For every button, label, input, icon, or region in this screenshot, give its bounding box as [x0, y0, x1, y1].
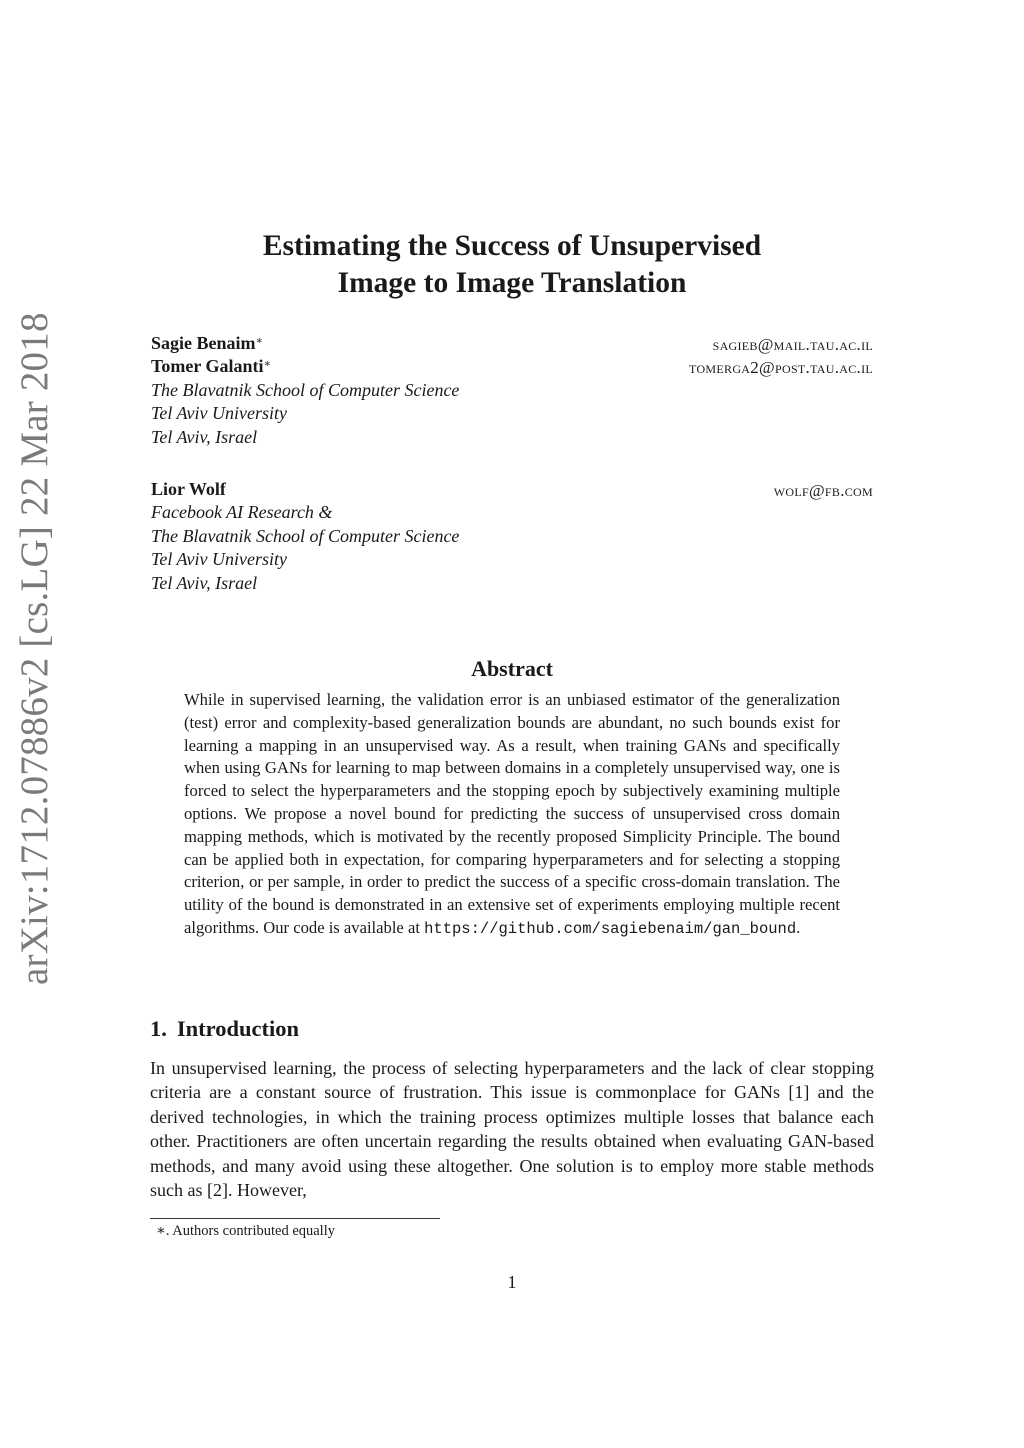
abstract-text: While in supervised learning, the validation error is an unbiased estimator of the generalization (test) error and complexity-based generalization bounds are abundant, no such bounds exist for learning a mapping in an unsupervised way. As a result, when training GANs and specifically when using GANs for learning to map between domains in a completely unsupervised way, one is forced to select the hyperparameters and the stopping epoch by subjectively examining multiple options. We propose a novel bound for predicting the success of unsupervised cross domain mapping methods, which is motivated by the recently proposed Simplicity Principle. The bound can be applied both in expectation, for comparing hyperparameters and for selecting a stopping criterion, or per sample, in order to predict the success of a specific cross-domain translation. The utility of the bound is demonstrated in an extensive set of experiments employing multiple recent algorithms. Our code is available at — [184, 690, 840, 937]
affiliation-line: The Blavatnik School of Computer Science — [151, 525, 460, 546]
footnote: ∗. Authors contributed equally — [156, 1223, 335, 1239]
footnote-rule — [150, 1218, 440, 1219]
author-row-galanti — [151, 355, 873, 378]
section-heading-introduction — [150, 1016, 299, 1042]
author-group-2 — [151, 478, 873, 595]
section-number: 1. — [150, 1016, 167, 1041]
paper-title — [0, 228, 1024, 302]
author-group-1 — [151, 332, 873, 449]
title-line-2: Image to Image Translation — [337, 267, 687, 299]
equal-contribution-mark: ∗ — [255, 335, 263, 347]
code-url-link[interactable]: https://github.com/sagiebenaim/gan_bound — [424, 919, 797, 938]
abstract-body — [184, 689, 840, 941]
title-line-1: Estimating the Success of Unsupervised — [262, 230, 762, 262]
affiliation-line: Tel Aviv, Israel — [151, 426, 258, 447]
affiliation-line: The Blavatnik School of Computer Science — [151, 379, 460, 400]
author-row-benaim — [151, 332, 873, 355]
introduction-paragraph: In unsupervised learning, the process of selecting hyperparameters and the lack of clear stopping criteria are a constant source of frustration. This issue is commonplace for GANs [1] and the derived technologies, in which the training process optimizes multiple losses that balance each other. Practitioners are often uncertain regarding the results obtained when evaluating GAN-based methods, and many avoid using these altogether. One solution is to employ more stable methods such as [2]. However, — [150, 1058, 874, 1201]
abstract-end: . — [796, 917, 801, 937]
author-name: Sagie Benaim∗ — [151, 333, 263, 353]
affiliation-line: Facebook AI Research & — [151, 502, 333, 523]
author-email[interactable]: wolf@fb.com — [773, 481, 873, 500]
affiliation-line: Tel Aviv University — [151, 549, 287, 570]
equal-contribution-mark: ∗ — [263, 358, 271, 371]
arxiv-identifier-text: arXiv:1712.07886v2 [cs.LG] 22 Mar 2018 — [13, 312, 56, 985]
abstract-heading: Abstract — [471, 656, 553, 681]
author-name: Tomer Galanti∗ — [151, 356, 271, 377]
author-name: Lior Wolf — [151, 479, 226, 499]
author-row-wolf — [151, 478, 873, 501]
author-email[interactable]: tomerga2@post.tau.ac.il — [689, 358, 873, 378]
author-email[interactable]: sagieb@mail.tau.ac.il — [712, 335, 873, 354]
affiliation-line: Tel Aviv University — [151, 403, 287, 424]
section-title: Introduction — [176, 1016, 299, 1041]
affiliation-line: Tel Aviv, Israel — [151, 572, 258, 593]
page-number: 1 — [507, 1272, 517, 1292]
